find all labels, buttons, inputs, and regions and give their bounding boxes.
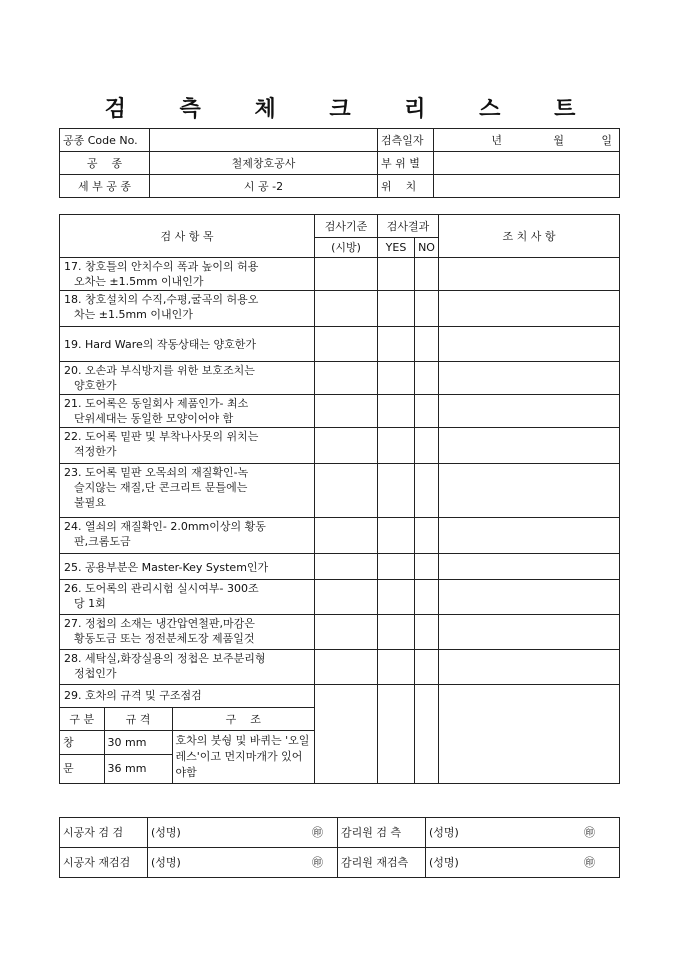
- signature-table: [59, 817, 620, 878]
- roller-spec-table: [60, 708, 314, 783]
- sub-spec-header: 규 격: [104, 708, 172, 731]
- check-item-text: 27. 정첩의 소재는 냉간압연철판,마감은: [64, 617, 255, 630]
- no-cell[interactable]: [415, 291, 439, 327]
- check-item: [60, 464, 315, 518]
- standard-sub-header: (시방): [315, 238, 378, 258]
- yes-cell[interactable]: [378, 518, 415, 554]
- contractor-check-name[interactable]: (성명): [148, 818, 212, 848]
- check-item-text: 28. 세탁실,화장실용의 정첩은 보주분리형: [64, 652, 266, 665]
- check-item-text: 17. 창호틀의 안치수의 폭과 높이의 허용: [64, 260, 259, 273]
- work-label: 공 종: [60, 152, 150, 175]
- check-item-text-cont: 양호한가: [74, 379, 117, 392]
- check-item-text: 29. 호차의 규격 및 구조점검: [60, 685, 314, 708]
- standard-cell[interactable]: [315, 327, 378, 362]
- standard-cell[interactable]: [315, 258, 378, 291]
- detail-value[interactable]: 시 공 -2: [150, 175, 378, 198]
- no-header: NO: [415, 238, 439, 258]
- check-item-text-cont: 슬지않는 재질,단 콘크리트 문틀에는: [74, 481, 248, 494]
- action-cell[interactable]: [439, 327, 620, 362]
- sub-class-window: 창: [60, 731, 104, 755]
- work-value[interactable]: 철제창호공사: [150, 152, 378, 175]
- no-cell[interactable]: [415, 258, 439, 291]
- seal-icon: ㊞: [490, 818, 620, 848]
- standard-header: 검사기준: [315, 215, 378, 238]
- code-label: 공종 Code No.: [60, 129, 150, 152]
- check-item-text: 20. 오손과 부식방지를 위한 보호조치는: [64, 364, 255, 377]
- yes-cell[interactable]: [378, 464, 415, 518]
- loc-value[interactable]: [434, 175, 620, 198]
- check-item-text-cont: 당 1회: [74, 597, 106, 610]
- checklist-table: [59, 214, 620, 784]
- yes-cell[interactable]: [378, 554, 415, 580]
- action-cell[interactable]: [439, 464, 620, 518]
- check-item-text-cont: 판,크롬도금: [74, 535, 131, 548]
- yes-cell[interactable]: [378, 291, 415, 327]
- check-item-text: 24. 열쇠의 재질확인- 2.0mm이상의 황동: [64, 520, 266, 533]
- date-field[interactable]: [434, 129, 620, 152]
- check-item-text: 19. Hard Ware의 작동상태는 양호한가: [64, 338, 257, 351]
- seal-icon: ㊞: [212, 848, 338, 878]
- month-label: 월: [553, 133, 564, 147]
- check-item-text: 23. 도어록 밑판 오목쇠의 재질확인-녹: [64, 466, 249, 479]
- action-cell[interactable]: [439, 395, 620, 428]
- yes-cell[interactable]: [378, 327, 415, 362]
- action-cell[interactable]: [439, 554, 620, 580]
- check-item-text: 25. 공용부분은 Master-Key System인가: [64, 560, 269, 574]
- standard-cell[interactable]: [315, 428, 378, 464]
- check-item: [60, 258, 315, 291]
- standard-cell[interactable]: [315, 395, 378, 428]
- info-table: [59, 128, 620, 198]
- sub-spec-door: 36 mm: [104, 754, 172, 783]
- check-item-text: 26. 도어록의 관리시험 실시여부- 300조: [64, 582, 259, 595]
- check-item-text: 18. 창호설치의 수직,수평,굴곡의 허용오: [64, 293, 259, 306]
- action-cell[interactable]: [439, 518, 620, 554]
- part-label: 부 위 별: [378, 152, 434, 175]
- part-value[interactable]: [434, 152, 620, 175]
- no-cell[interactable]: [415, 327, 439, 362]
- check-item-text: 21. 도어록은 동일회사 제품인가- 최소: [64, 397, 249, 410]
- standard-cell[interactable]: [315, 362, 378, 395]
- action-cell[interactable]: [439, 258, 620, 291]
- action-cell[interactable]: [439, 291, 620, 327]
- supervisor-check-name[interactable]: (성명): [426, 818, 490, 848]
- page-title: 검 측 체 크 리 스 트: [104, 96, 599, 122]
- check-item-text-cont: 불필요: [74, 496, 106, 509]
- no-cell[interactable]: [415, 554, 439, 580]
- check-item: [60, 518, 315, 554]
- action-cell[interactable]: [439, 580, 620, 615]
- sub-struct-header: 구 조: [172, 708, 314, 731]
- sub-class-door: 문: [60, 754, 104, 783]
- seal-icon: ㊞: [212, 818, 338, 848]
- action-header: 조 치 사 항: [439, 215, 620, 258]
- year-label: 년: [491, 133, 502, 147]
- check-item-text-cont: 정첩인가: [74, 667, 117, 680]
- action-cell[interactable]: [439, 650, 620, 685]
- yes-cell[interactable]: [378, 685, 415, 784]
- sub-struct-text: 호차의 붓쉉 및 바퀴는 '오일레스'이고 먼지마개가 있어야함: [172, 731, 314, 784]
- action-cell[interactable]: [439, 362, 620, 395]
- sub-spec-window: 30 mm: [104, 731, 172, 755]
- no-cell[interactable]: [415, 395, 439, 428]
- supervisor-recheck-label: 감리원 재검측: [338, 848, 426, 878]
- check-item-text-cont: 오차는 ±1.5mm 이내인가: [74, 275, 204, 288]
- check-item: [60, 615, 315, 650]
- contractor-recheck-label: 시공자 재검검: [60, 848, 148, 878]
- check-item-text-cont: 황동도금 또는 정전분체도장 제품일것: [74, 632, 255, 645]
- standard-cell[interactable]: [315, 615, 378, 650]
- detail-label: 세 부 공 종: [60, 175, 150, 198]
- check-item-text-cont: 적정한가: [74, 445, 117, 458]
- no-cell[interactable]: [415, 518, 439, 554]
- standard-cell[interactable]: [315, 291, 378, 327]
- supervisor-recheck-name[interactable]: (성명): [426, 848, 490, 878]
- standard-cell[interactable]: [315, 685, 378, 784]
- loc-label: 위 치: [378, 175, 434, 198]
- standard-cell[interactable]: [315, 554, 378, 580]
- standard-cell[interactable]: [315, 580, 378, 615]
- no-cell[interactable]: [415, 362, 439, 395]
- check-item: [60, 554, 315, 580]
- check-item-text-cont: 단위세대는 동일한 모양이어야 함: [74, 412, 234, 425]
- yes-cell[interactable]: [378, 362, 415, 395]
- sub-class-header: 구 분: [60, 708, 104, 731]
- no-cell[interactable]: [415, 464, 439, 518]
- no-cell[interactable]: [415, 428, 439, 464]
- check-item: [60, 291, 315, 327]
- action-cell[interactable]: [439, 428, 620, 464]
- no-cell[interactable]: [415, 650, 439, 685]
- yes-cell[interactable]: [378, 258, 415, 291]
- check-item: [60, 362, 315, 395]
- check-item: [60, 650, 315, 685]
- standard-cell[interactable]: [315, 650, 378, 685]
- check-item: [60, 327, 315, 362]
- no-cell[interactable]: [415, 615, 439, 650]
- check-item-text-cont: 차는 ±1.5mm 이내인가: [74, 308, 193, 321]
- day-label: 일: [601, 133, 612, 147]
- action-cell[interactable]: [439, 615, 620, 650]
- yes-cell[interactable]: [378, 395, 415, 428]
- yes-cell[interactable]: [378, 428, 415, 464]
- code-value[interactable]: [150, 129, 378, 152]
- no-cell[interactable]: [415, 580, 439, 615]
- yes-cell[interactable]: [378, 615, 415, 650]
- check-item: [60, 685, 315, 784]
- standard-cell[interactable]: [315, 518, 378, 554]
- result-header: 검사결과: [378, 215, 439, 238]
- check-item-text: 22. 도어록 밑판 및 부착나사못의 위치는: [64, 430, 259, 443]
- items-header: 검 사 항 목: [60, 215, 315, 258]
- action-cell[interactable]: [439, 685, 620, 784]
- supervisor-check-label: 감리원 검 측: [338, 818, 426, 848]
- yes-cell[interactable]: [378, 580, 415, 615]
- check-item: [60, 428, 315, 464]
- yes-header: YES: [378, 238, 415, 258]
- yes-cell[interactable]: [378, 650, 415, 685]
- date-label: 검측일자: [378, 129, 434, 152]
- seal-icon: ㊞: [490, 848, 620, 878]
- no-cell[interactable]: [415, 685, 439, 784]
- contractor-recheck-name[interactable]: (성명): [148, 848, 212, 878]
- contractor-check-label: 시공자 검 검: [60, 818, 148, 848]
- check-item: [60, 395, 315, 428]
- standard-cell[interactable]: [315, 464, 378, 518]
- check-item: [60, 580, 315, 615]
